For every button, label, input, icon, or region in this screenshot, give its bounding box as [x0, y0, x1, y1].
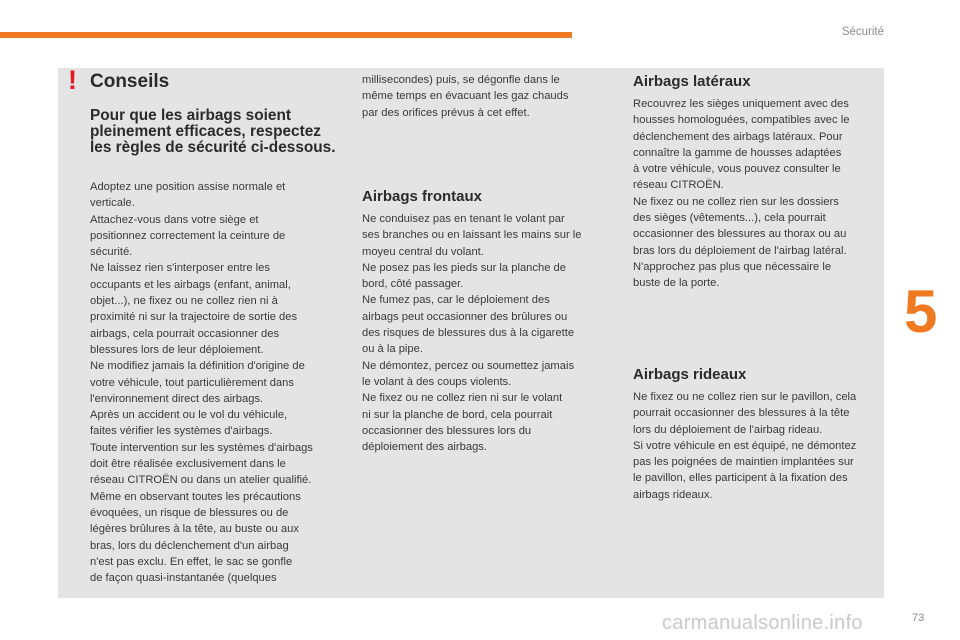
curtain-airbags-heading: Airbags rideaux	[633, 366, 747, 383]
frontal-airbags-text: Ne conduisez pas en tenant le volant par ses branches ou en laissant les mains sur le moyeu central du volant. Ne posez pas les pieds sur la planche de bord, côté passager. Ne fumez pas, car le déploiement des airbags peut occasionner des brûlures ou des risques de blessures dus à la cigarette ou à la pipe. Ne démontez, percez ou soumettez jamais le volant à des coups violents. Ne fixez ou ne collez rien ni sur le volant ni sur la planche de bord, cela pourrait occasionner des blessures lors du déploiement des airbags.	[362, 213, 582, 454]
panel-subheading: Pour que les airbags soient pleinement efficaces, respectez les règles de sécurité ci-dessous.	[90, 107, 336, 156]
curtain-airbags-text: Ne fixez ou ne collez rien sur le pavillon, cela pourrait occasionner des blessures à la tête lors du déploiement de l'airbag rideau. Si votre véhicule en est équipé, ne démontez pas les poignées de maintien implantées sur le pavillon, elles participent à la fixation des airbags rideaux.	[633, 391, 857, 501]
general-advice-continued-text: millisecondes) puis, se dégonfle dans le même temps en évacuant les gaz chauds par des orifices prévus à cet effet.	[362, 74, 569, 119]
general-advice-text: Adoptez une position assise normale et verticale. Attachez-vous dans votre siège et positionnez correctement la ceinture de sécurité. Ne laissez rien s'interposer entre les occupants et les airbags (enfant, animal, objet...), ne fixez ou ne collez rien ni à proximité ni sur la trajectoire de sortie des airbags, cela pourrait occasionner des blessures lors de leur déploiement. Ne modifiez jamais la définition d'origine de votre véhicule, tout particulièrement dans l'environnement direct des airbags. Après un accident ou le vol du véhicule, faites vérifier les systèmes d'airbags. Toute intervention sur les systèmes d'airbags doit être réalisée exclusivement dans le réseau CITROËN ou dans un atelier qualifié. Même en observant toutes les précautions évoquées, un risque de blessures ou de légères brûlures à la tête, au buste ou aux bras, lors du déclenchement d'un airbag n'est pas exclu. En effet, le sac se gonfle de façon quasi-instantanée (quelques	[90, 181, 313, 585]
side-airbags-heading: Airbags latéraux	[633, 73, 751, 90]
watermark: carmanualsonline.info	[662, 612, 863, 634]
page-number: 73	[912, 612, 925, 624]
panel-title: Conseils	[90, 71, 170, 92]
warning-icon: !	[68, 65, 77, 95]
top-accent-bar	[0, 32, 572, 38]
section-label: Sécurité	[841, 26, 884, 38]
frontal-airbags-heading: Airbags frontaux	[362, 188, 483, 205]
chapter-number: 5	[904, 278, 938, 345]
side-airbags-text: Recouvrez les sièges uniquement avec des housses homologuées, compatibles avec le déclenchement des airbags latéraux. Pour connaître la gamme de housses adaptées à votre véhicule, vous pouvez consulter le réseau CITROËN. Ne fixez ou ne collez rien sur les dossiers des sièges (vêtements...), cela pourrait occasionner des blessures au thorax ou au bras lors du déploiement de l'airbag latéral. N'approchez pas plus que nécessaire le buste de la porte.	[633, 98, 850, 290]
